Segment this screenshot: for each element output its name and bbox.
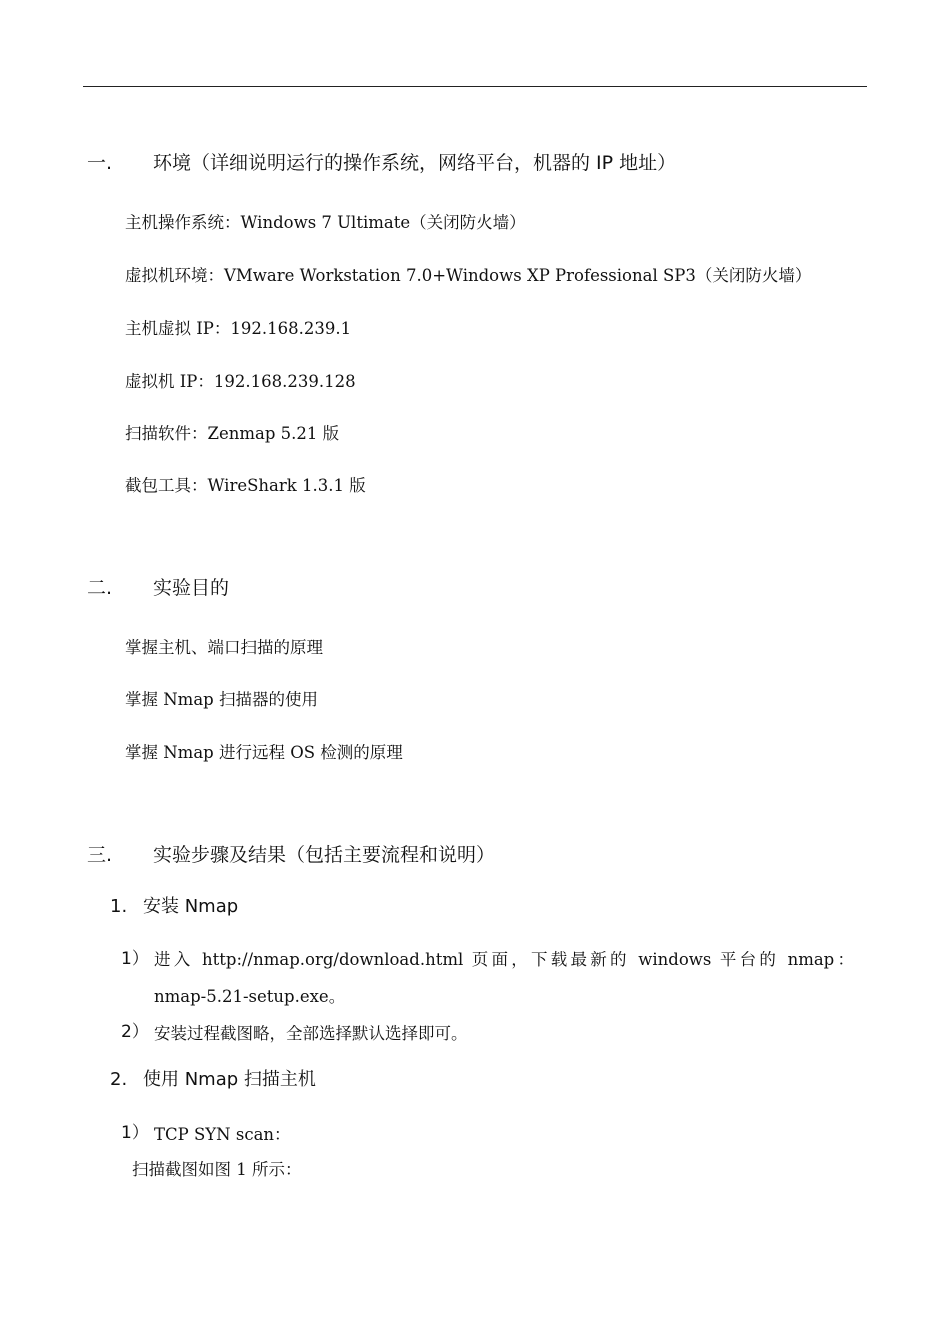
section-2-number: 二. [87, 577, 113, 599]
install-step-2-number: 2） [121, 1022, 149, 1042]
section-3-title: 实验步骤及结果（包括主要流程和说明） [153, 844, 496, 866]
env-host-ip: 主机虚拟 IP：192.168.239.1 [125, 319, 352, 338]
section-1-heading [87, 148, 676, 175]
goal-1: 掌握主机、端口扫描的原理 [125, 638, 323, 657]
section-1-number: 一. [87, 152, 113, 174]
env-vm-ip: 虚拟机 IP：192.168.239.128 [125, 372, 356, 391]
subsection-install-heading [110, 892, 238, 918]
section-2-heading [87, 573, 229, 600]
section-3-heading [87, 840, 495, 867]
figure-caption-line: 扫描截图如图 1 所示： [132, 1160, 302, 1179]
env-capture-tool: 截包工具：WireShark 1.3.1 版 [125, 476, 366, 495]
install-step-1-line2: nmap-5.21-setup.exe。 [154, 987, 346, 1006]
install-step-1-line1: 进入 http://nmap.org/download.html 页面，下载最新的 windows 平台的 nmap： [154, 950, 854, 969]
install-step-2-line1: 安装过程截图略，全部选择默认选择即可。 [154, 1024, 468, 1043]
env-vm: 虚拟机环境：VMware Workstation 7.0+Windows XP Professional SP3（关闭防火墙） [125, 266, 812, 285]
scan-step-1-number: 1） [121, 1123, 149, 1143]
goal-2: 掌握 Nmap 扫描器的使用 [125, 690, 318, 709]
subsection-scan-title: 使用 Nmap 扫描主机 [143, 1069, 316, 1090]
section-3-number: 三. [87, 844, 113, 866]
subsection-install-title: 安装 Nmap [143, 896, 239, 917]
section-1-title: 环境（详细说明运行的操作系统，网络平台，机器的 IP 地址） [153, 152, 677, 174]
env-scanner: 扫描软件：Zenmap 5.21 版 [125, 424, 340, 443]
subsection-scan-heading [110, 1065, 316, 1091]
header-rule [83, 86, 867, 87]
scan-step-1-line1: TCP SYN scan： [154, 1125, 291, 1144]
goal-3: 掌握 Nmap 进行远程 OS 检测的原理 [125, 743, 403, 762]
subsection-scan-number: 2. [110, 1069, 128, 1090]
section-2-title: 实验目的 [153, 577, 230, 599]
subsection-install-number: 1. [110, 896, 128, 917]
install-step-1-number: 1） [121, 949, 149, 969]
env-host-os: 主机操作系统：Windows 7 Ultimate（关闭防火墙） [125, 213, 526, 232]
